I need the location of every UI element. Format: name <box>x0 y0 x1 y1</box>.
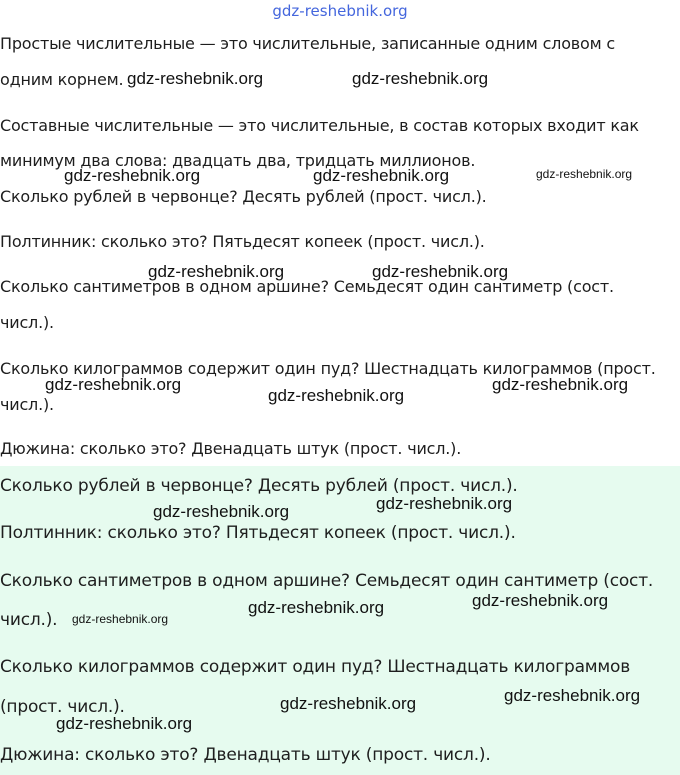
watermark: gdz-reshebnik.org <box>376 494 513 513</box>
text-line: Дюжина: сколько это? Двенадцать штук (прост. числ.). <box>0 439 462 458</box>
text-line: Сколько сантиметров в одном аршине? Семьдесят один сантиметр (сост. <box>0 571 654 591</box>
text-line: Сколько килограммов содержит один пуд? Шестнадцать килограммов (прост. <box>0 359 656 378</box>
text-line: Сколько килограммов содержит один пуд? Шестнадцать килограммов <box>0 657 631 677</box>
watermark: gdz-reshebnik.org <box>536 167 633 181</box>
watermark: gdz-reshebnik.org <box>56 714 193 733</box>
watermark: gdz-reshebnik.org <box>148 262 285 281</box>
watermark: gdz-reshebnik.org <box>280 694 417 713</box>
text-line: Полтинник: сколько это? Пятьдесят копеек (прост. числ.). <box>0 232 485 251</box>
watermark: gdz-reshebnik.org <box>127 69 264 88</box>
watermark: gdz-reshebnik.org <box>153 502 290 521</box>
site-link[interactable]: gdz-reshebnik.org <box>272 2 408 20</box>
watermark: gdz-reshebnik.org <box>352 69 489 88</box>
watermark: gdz-reshebnik.org <box>504 686 641 705</box>
watermark: gdz-reshebnik.org <box>492 375 629 394</box>
text-line: Дюжина: сколько это? Двенадцать штук (прост. числ.). <box>0 745 491 765</box>
watermark: gdz-reshebnik.org <box>372 262 509 281</box>
text-line: Полтинник: сколько это? Пятьдесят копеек (прост. числ.). <box>0 523 516 543</box>
text-line: Сколько рублей в червонце? Десять рублей (прост. числ.). <box>0 476 518 496</box>
text-line: минимум два слова: двадцать два, тридцать миллионов. <box>0 151 476 170</box>
text-line: Составные числительные — это числительные, в состав которых входит как <box>0 116 639 135</box>
watermark: gdz-reshebnik.org <box>248 598 385 617</box>
watermark: gdz-reshebnik.org <box>64 166 201 185</box>
watermark: gdz-reshebnik.org <box>268 386 405 405</box>
text-line: числ.). <box>0 610 58 630</box>
watermark: gdz-reshebnik.org <box>472 591 609 610</box>
text-line: числ.). <box>0 313 54 332</box>
text-line: одним корнем. <box>0 70 124 89</box>
page-header <box>0 0 680 20</box>
text-line: Сколько сантиметров в одном аршине? Семьдесят один сантиметр (сост. <box>0 277 614 296</box>
text-line: числ.). <box>0 395 54 414</box>
text-line: Сколько рублей в червонце? Десять рублей (прост. числ.). <box>0 187 487 206</box>
watermark: gdz-reshebnik.org <box>313 166 450 185</box>
text-line: (прост. числ.). <box>0 697 125 717</box>
text-line: Простые числительные — это числительные, записанные одним словом с <box>0 34 615 53</box>
watermark: gdz-reshebnik.org <box>45 375 182 394</box>
watermark: gdz-reshebnik.org <box>72 612 169 626</box>
